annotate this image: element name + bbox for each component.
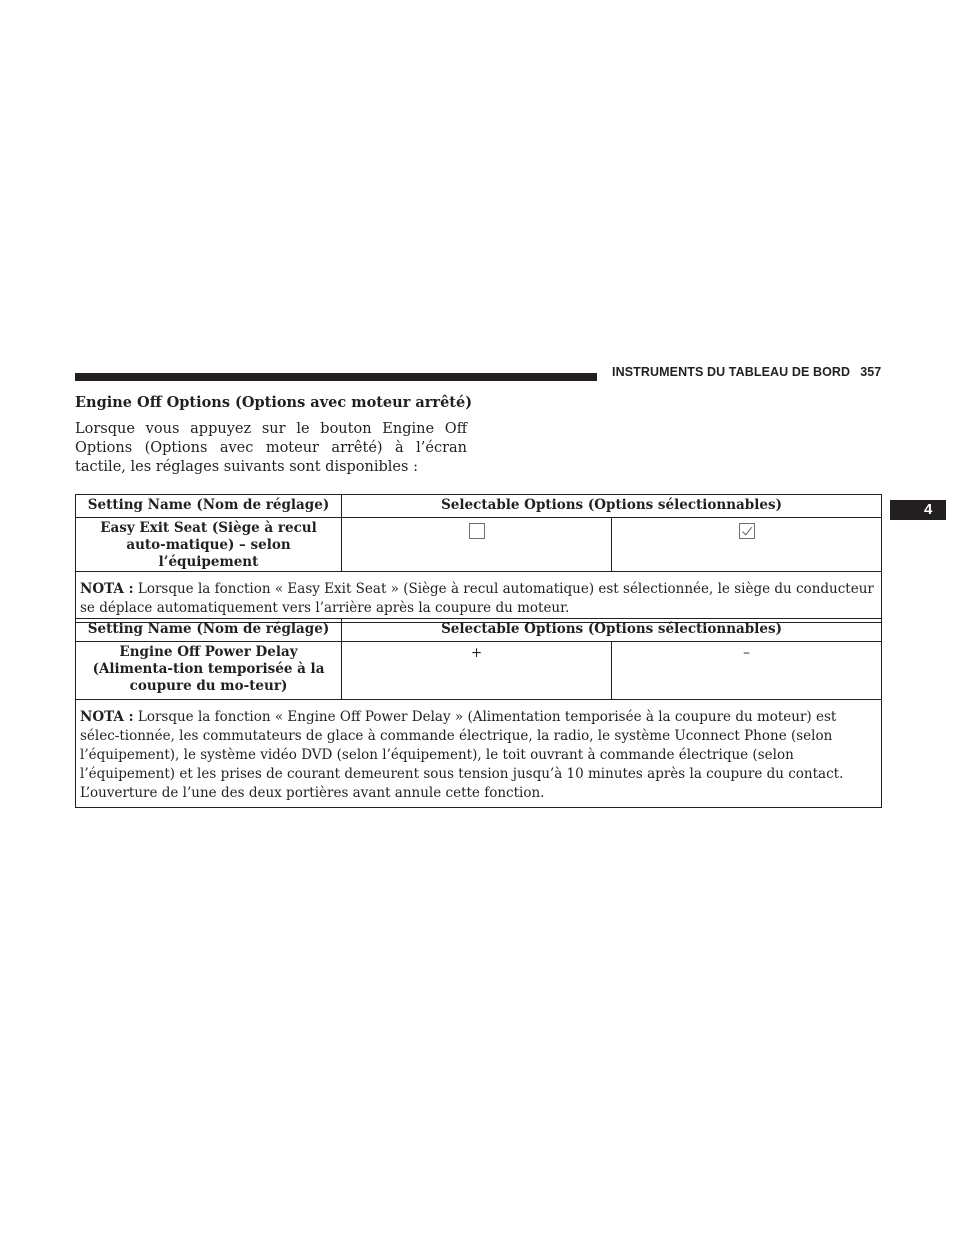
option-minus: – [612,642,882,700]
checkbox-unchecked-icon [468,522,486,540]
note-row [76,572,882,623]
option-cell-checked [612,518,882,572]
intro-paragraph: Lorsque vous appuyez sur le bouton Engine Off Options (Options avec moteur arrêté) à l’écran tactile, les réglages suivants sont disponibles : [75,421,467,475]
note-text: Lorsque la fonction « Engine Off Power Delay » (Alimentation temporisée à la coupure du moteur) est sélec-tionnée, les commutateurs de glace à commande électrique, la radio, le système Uconnect Phone (selon l’équipement), le système vidéo DVD (selon l’équipement), le toit ouvrant à commande électrique (selon l’équipement) et les prises de courant demeurent sous tension jusqu’à 10 minutes après la coupure du contact. L’ouverture de l’une des deux portières avant annule cette fonction. [80,709,844,801]
note-label: NOTA : [80,581,134,597]
setting-name-cell: Easy Exit Seat (Siège à recul auto-matique) – selon l’équipement [76,518,342,572]
column-header-selectable-options: Selectable Options (Options sélectionnables) [342,619,882,642]
section-title: Engine Off Options (Options avec moteur arrêté) [75,394,473,411]
settings-table-engine-off-power-delay [75,618,882,808]
page-number: 357 [860,365,882,379]
header-rule [75,373,597,381]
header-section-title: INSTRUMENTS DU TABLEAU DE BORD [612,365,851,379]
column-header-setting-name: Setting Name (Nom de réglage) [76,495,342,518]
column-header-selectable-options: Selectable Options (Options sélectionnables) [342,495,882,518]
note-label: NOTA : [80,709,134,725]
option-plus: + [342,642,612,700]
setting-name-cell: Engine Off Power Delay (Alimenta-tion temporisée à la coupure du mo-teur) [76,642,342,700]
column-header-setting-name: Setting Name (Nom de réglage) [76,619,342,642]
checkbox-checked-icon [738,522,756,540]
note-row [76,700,882,808]
running-header [612,365,882,379]
note-text: Lorsque la fonction « Easy Exit Seat » (Siège à recul automatique) est sélectionnée, le siège du conducteur se déplace automatiquement vers l’arrière après la coupure du moteur. [80,581,874,616]
option-cell-unchecked [342,518,612,572]
chapter-tab: 4 [890,500,946,520]
settings-table-easy-exit-seat [75,494,882,623]
